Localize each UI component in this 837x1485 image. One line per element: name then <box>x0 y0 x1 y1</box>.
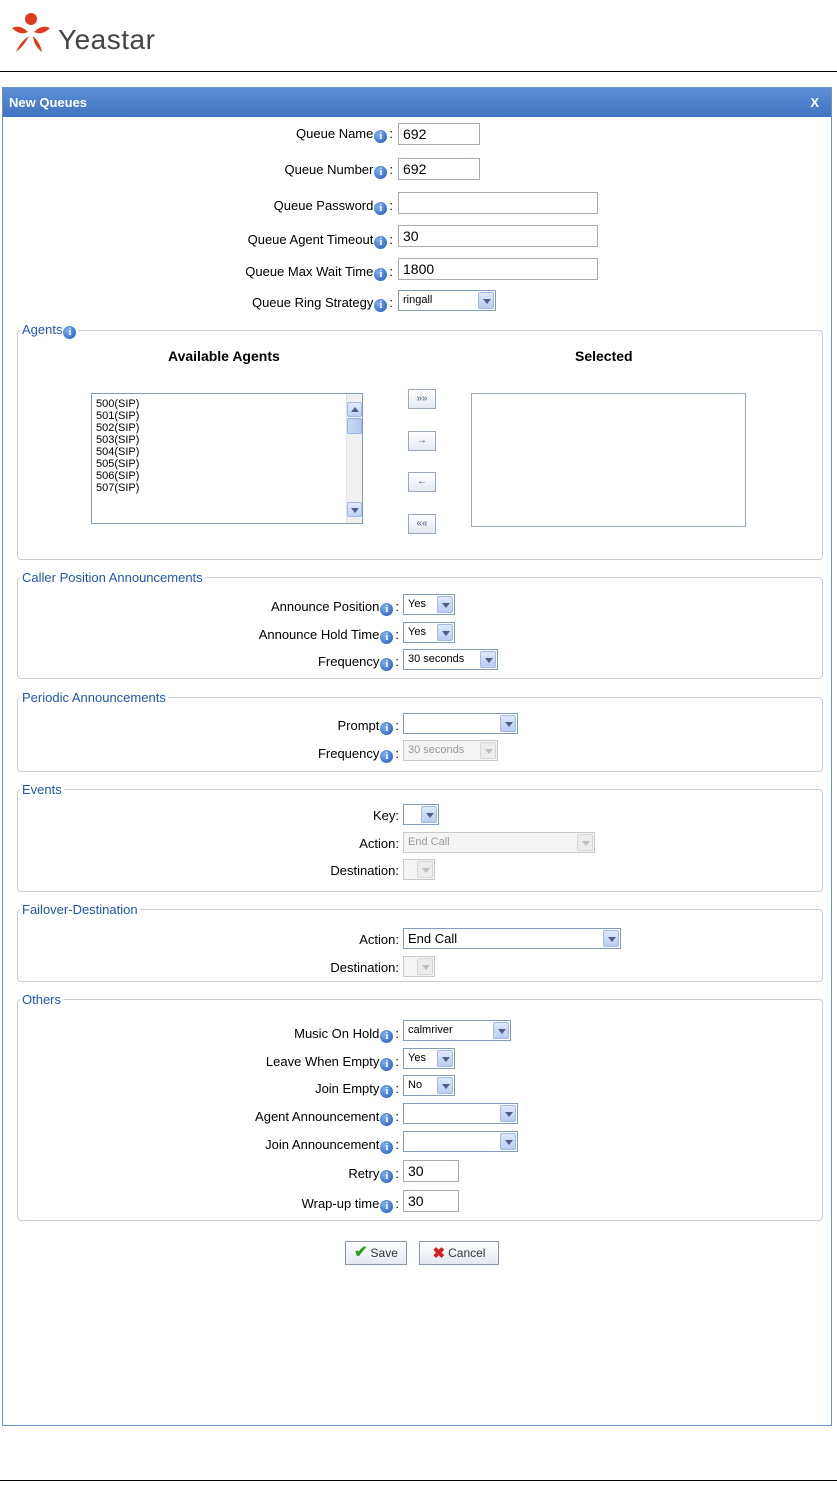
checkmark-icon: ✔ <box>354 1244 368 1261</box>
queue-number-label: Queue Number i : <box>284 162 393 178</box>
agent-announcement-label: Agent Announcement i : <box>255 1109 399 1125</box>
agent-announcement-select[interactable] <box>403 1103 518 1124</box>
retry-label: Retry i : <box>348 1166 399 1182</box>
events-destination-label: Destination: <box>330 863 399 878</box>
join-announcement-select[interactable] <box>403 1131 518 1152</box>
cpa-frequency-label: Frequency i : <box>317 654 399 670</box>
chevron-down-icon <box>421 806 437 823</box>
list-item[interactable]: 501(SIP) <box>96 410 140 422</box>
info-icon[interactable]: i <box>380 1141 393 1154</box>
key-label: Key: <box>372 808 399 823</box>
info-icon[interactable]: i <box>374 299 387 312</box>
info-icon[interactable]: i <box>380 1058 393 1071</box>
leave-when-empty-label: Leave When Empty i : <box>265 1054 399 1070</box>
available-agents-header: Available Agents <box>168 348 280 364</box>
cpa-frequency-select[interactable]: 30 seconds <box>403 649 498 670</box>
prompt-label: Prompt i : <box>337 718 399 734</box>
list-item[interactable]: 505(SIP) <box>96 458 140 470</box>
agent-timeout-input[interactable] <box>398 225 598 247</box>
info-icon[interactable]: i <box>380 603 393 616</box>
events-legend: Events <box>22 782 62 797</box>
failover-destination-select <box>403 956 435 977</box>
retry-input[interactable] <box>403 1160 459 1182</box>
max-wait-input[interactable] <box>398 258 598 280</box>
remove-button[interactable]: ← <box>408 472 436 492</box>
selected-agents-header: Selected <box>575 348 633 364</box>
info-icon[interactable]: i <box>380 658 393 671</box>
chevron-down-icon <box>437 1077 453 1094</box>
info-icon[interactable]: i <box>380 1030 393 1043</box>
chevron-down-icon <box>493 1022 509 1039</box>
periodic-frequency-select: 30 seconds <box>403 740 498 761</box>
announce-hold-time-select[interactable]: Yes <box>403 622 455 643</box>
failover-action-label: Action: <box>359 932 399 947</box>
announce-position-label: Announce Position i : <box>270 599 399 615</box>
info-icon[interactable]: i <box>374 202 387 215</box>
wrapup-label: Wrap-up time i : <box>301 1196 399 1212</box>
join-announcement-label: Join Announcement i : <box>265 1137 399 1153</box>
wrapup-input[interactable] <box>403 1190 459 1212</box>
list-item[interactable]: 502(SIP) <box>96 422 140 434</box>
info-icon[interactable]: i <box>380 1170 393 1183</box>
chevron-down-icon <box>577 834 593 851</box>
info-icon[interactable]: i <box>380 722 393 735</box>
cancel-x-icon: ✖ <box>432 1244 446 1262</box>
scroll-thumb[interactable] <box>347 418 362 434</box>
agents-legend: Agents i <box>20 322 78 339</box>
info-icon[interactable]: i <box>374 236 387 249</box>
list-item[interactable]: 500(SIP) <box>96 398 140 410</box>
failover-destination-label: Destination: <box>330 960 399 975</box>
info-icon[interactable]: i <box>380 631 393 644</box>
cancel-button[interactable] <box>419 1241 499 1265</box>
new-queues-dialog <box>2 87 832 1426</box>
info-icon[interactable]: i <box>63 326 76 339</box>
header-rule <box>0 71 837 72</box>
periodic-legend: Periodic Announcements <box>22 690 166 705</box>
chevron-down-icon <box>437 624 453 641</box>
chevron-down-icon <box>500 1105 516 1122</box>
events-destination-select <box>403 859 435 880</box>
events-action-select: End Call <box>403 832 595 853</box>
dialog-title: New Queues <box>9 95 88 110</box>
dialog-titlebar <box>3 88 831 117</box>
queue-name-label: Queue Name i : <box>296 126 393 142</box>
chevron-down-icon <box>417 958 433 975</box>
info-icon[interactable]: i <box>374 268 387 281</box>
scroll-up-icon[interactable] <box>347 402 362 417</box>
info-icon[interactable]: i <box>380 1113 393 1126</box>
join-empty-select[interactable]: No <box>403 1075 455 1096</box>
events-action-label: Action: <box>359 836 399 851</box>
save-label: Save <box>370 1246 398 1260</box>
queue-password-label: Queue Password i : <box>273 198 393 214</box>
max-wait-label: Queue Max Wait Time i : <box>245 264 393 280</box>
leave-when-empty-select[interactable]: Yes <box>403 1048 455 1069</box>
failover-action-select[interactable]: End Call <box>403 928 621 949</box>
list-scrollbar[interactable] <box>346 394 362 523</box>
announce-hold-time-label: Announce Hold Time i : <box>258 627 399 643</box>
info-icon[interactable]: i <box>374 130 387 143</box>
save-button[interactable] <box>345 1241 407 1265</box>
chevron-down-icon <box>437 1050 453 1067</box>
chevron-down-icon <box>480 742 496 759</box>
info-icon[interactable]: i <box>380 1200 393 1213</box>
list-item[interactable]: 506(SIP) <box>96 470 140 482</box>
yeastar-logo-icon <box>6 10 56 60</box>
list-item[interactable]: 507(SIP) <box>96 482 140 494</box>
add-all-button[interactable]: »» <box>408 389 436 409</box>
selected-agents-list[interactable] <box>471 393 746 527</box>
chevron-down-icon <box>500 1133 516 1150</box>
music-on-hold-select[interactable]: calmriver <box>403 1020 511 1041</box>
chevron-down-icon <box>478 292 494 309</box>
available-agents-list[interactable] <box>91 393 363 524</box>
failover-legend: Failover-Destination <box>22 902 138 917</box>
remove-all-button[interactable]: «« <box>408 514 436 534</box>
yeastar-logo <box>6 2 206 62</box>
cancel-label: Cancel <box>448 1246 486 1260</box>
scroll-down-icon[interactable] <box>347 502 362 517</box>
prompt-select[interactable] <box>403 713 518 734</box>
list-item[interactable]: 504(SIP) <box>96 446 140 458</box>
info-icon[interactable]: i <box>374 166 387 179</box>
chevron-down-icon <box>480 651 496 668</box>
caller-position-legend: Caller Position Announcements <box>22 570 203 585</box>
chevron-down-icon <box>500 715 516 732</box>
key-select[interactable] <box>403 804 439 825</box>
queue-password-input[interactable] <box>398 192 598 214</box>
ring-strategy-label: Queue Ring Strategy i : <box>251 295 393 311</box>
others-legend: Others <box>22 992 62 1007</box>
info-icon[interactable]: i <box>380 750 393 763</box>
chevron-down-icon <box>437 596 453 613</box>
info-icon[interactable]: i <box>380 1085 393 1098</box>
list-item[interactable]: 503(SIP) <box>96 434 140 446</box>
chevron-down-icon <box>417 861 433 878</box>
announce-position-select[interactable]: Yes <box>403 594 455 615</box>
close-icon[interactable]: X <box>810 95 819 110</box>
chevron-down-icon <box>603 930 619 947</box>
queue-name-input[interactable] <box>398 123 480 145</box>
queue-number-input[interactable] <box>398 158 480 180</box>
ring-strategy-select[interactable]: ringall <box>398 290 496 311</box>
music-on-hold-label: Music On Hold i : <box>294 1026 399 1042</box>
agent-timeout-label: Queue Agent Timeout i : <box>247 232 393 248</box>
join-empty-label: Join Empty i : <box>315 1081 399 1097</box>
add-button[interactable]: → <box>408 431 436 451</box>
periodic-frequency-label: Frequency i : <box>317 746 399 762</box>
footer-rule <box>0 1480 837 1481</box>
logo-text: Yeastar <box>58 24 156 55</box>
